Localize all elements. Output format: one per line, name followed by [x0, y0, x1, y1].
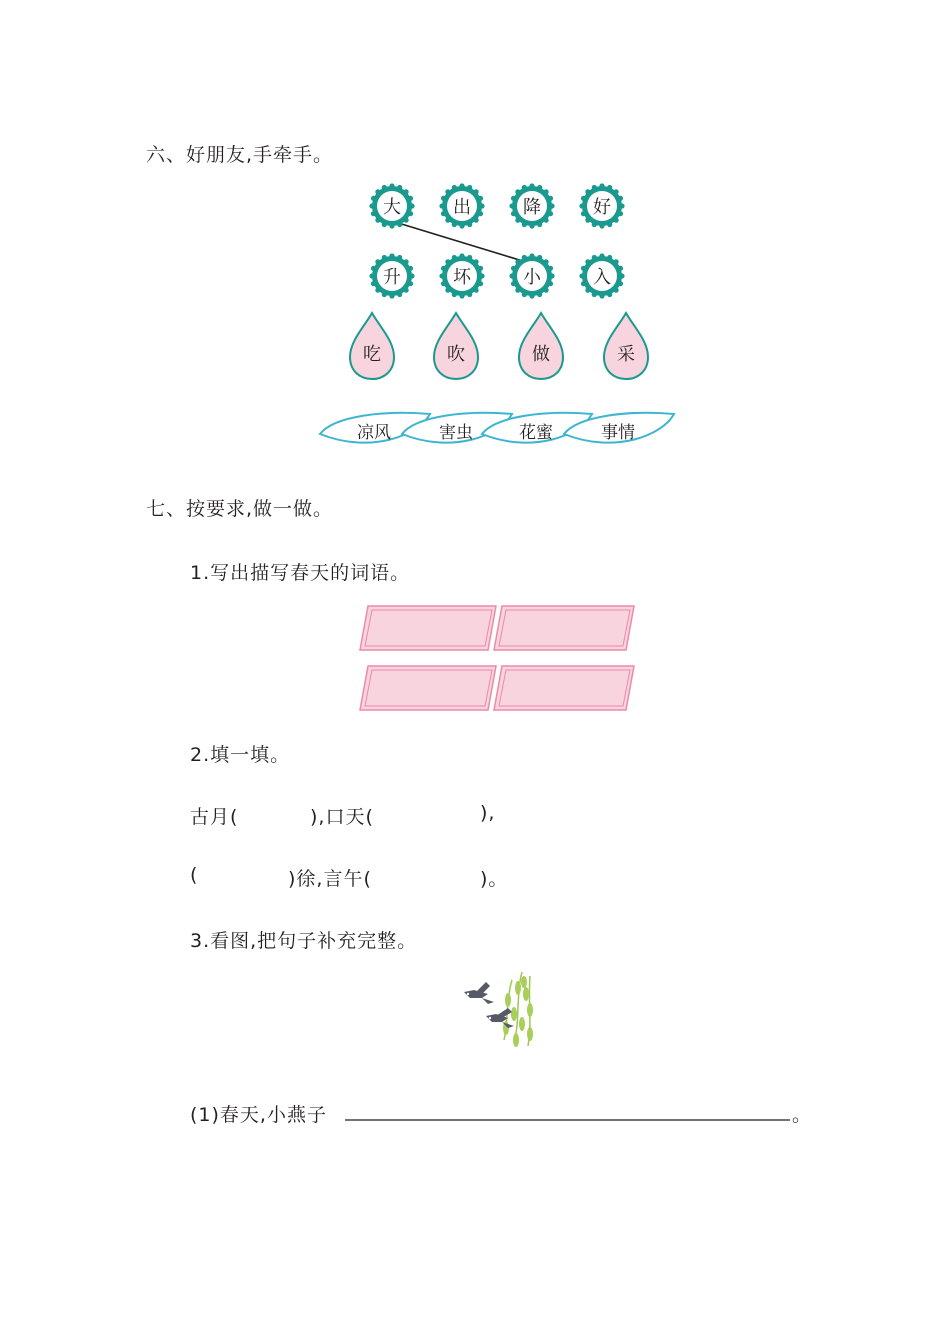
leaf-word: 害虫	[439, 423, 473, 443]
drop-char: 吹	[447, 344, 465, 365]
badge-char: 大	[383, 197, 401, 218]
leaf-word: 事情	[601, 423, 635, 443]
fill-line-2-part-b: )徐,言午(	[288, 868, 372, 890]
leaf-word: 凉风	[357, 423, 391, 443]
badge-char: 小	[523, 267, 541, 288]
fill-line-1-part-c: ),	[480, 802, 496, 824]
badge-char: 出	[453, 197, 471, 218]
leaf-word: 花蜜	[519, 423, 553, 443]
drop-char: 吃	[363, 344, 381, 365]
sentence-1-prefix: (1)春天,小燕子	[190, 1104, 327, 1126]
section-7-heading: 七、按要求,做一做。	[146, 498, 334, 520]
question-3-label: 3.看图,把句子补充完整。	[190, 930, 418, 952]
badge-char: 入	[593, 267, 611, 288]
section-6-heading: 六、好朋友,手牵手。	[146, 144, 334, 166]
fill-line-2-part-c: )。	[480, 868, 509, 890]
fill-line-1-part-a: 古月(	[190, 806, 239, 828]
question-2-label: 2.填一填。	[190, 744, 291, 766]
badge-char: 坏	[453, 267, 471, 288]
fill-line-2-part-a: (	[190, 864, 199, 886]
answer-box-2[interactable]	[494, 606, 634, 650]
swallow-willow-illustration	[464, 972, 533, 1047]
badge-char: 降	[523, 197, 541, 218]
answer-box-3[interactable]	[360, 666, 496, 710]
answer-box-1[interactable]	[360, 606, 496, 650]
drop-char: 采	[617, 344, 635, 365]
badge-char: 升	[383, 267, 401, 288]
drop-char: 做	[532, 344, 550, 365]
fill-line-1-part-b: ),口天(	[310, 806, 374, 828]
answer-box-4[interactable]	[494, 666, 634, 710]
question-1-label: 1.写出描写春天的词语。	[190, 562, 411, 584]
sentence-1-end: 。	[792, 1104, 813, 1126]
badge-char: 好	[593, 197, 611, 218]
